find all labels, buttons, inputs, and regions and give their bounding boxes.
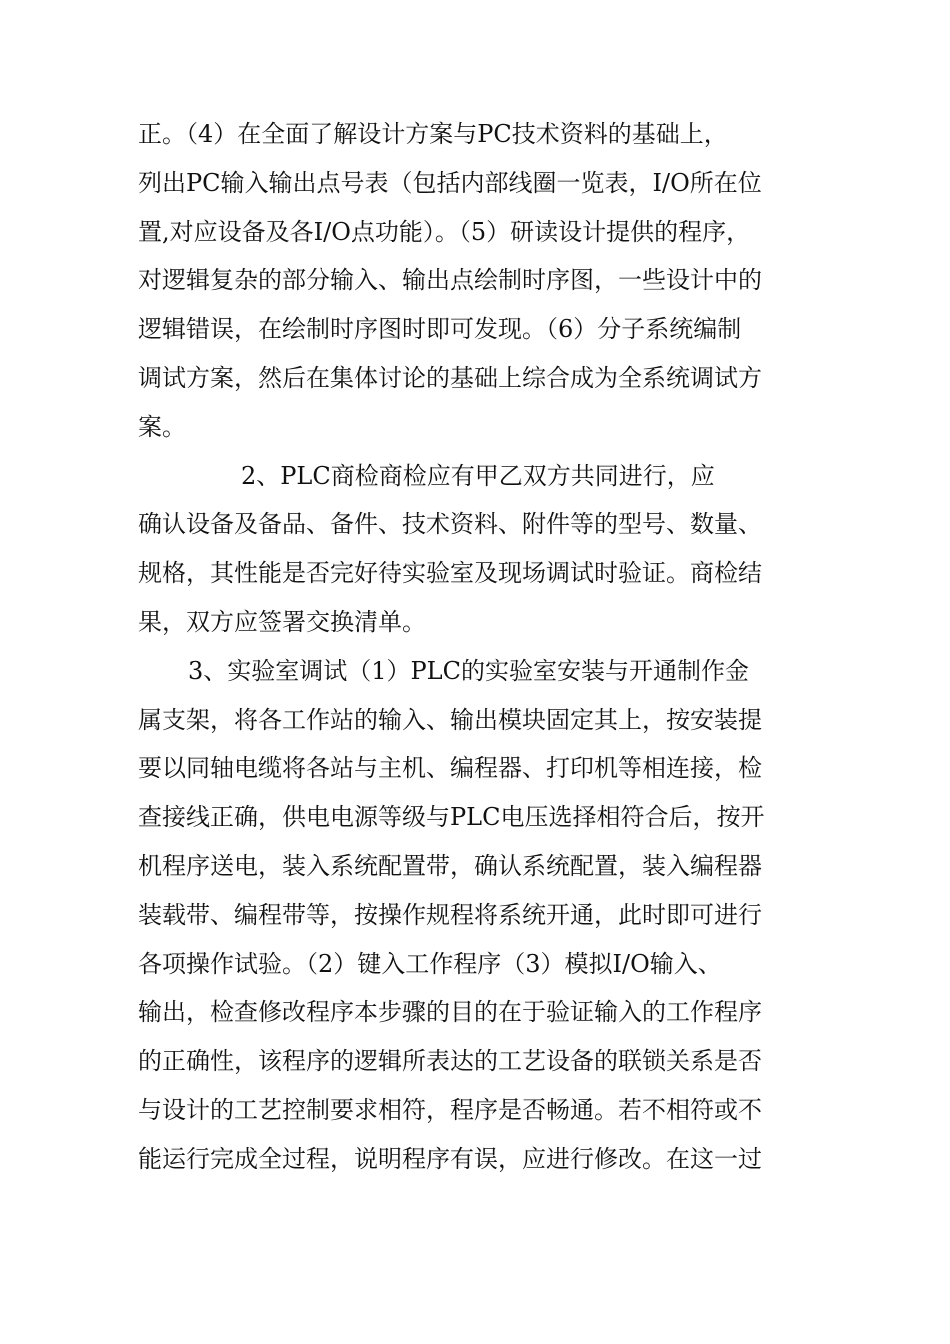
text-line: 调试方案，然后在集体讨论的基础上综合成为全系统调试方	[138, 363, 762, 392]
text-line: 案。	[138, 412, 186, 441]
text-line: 对逻辑复杂的部分输入、输出点绘制时序图，一些设计中的	[138, 266, 762, 295]
text-line: 的正确性，该程序的逻辑所表达的工艺设备的联锁关系是否	[138, 1047, 762, 1076]
document-body	[138, 110, 818, 1184]
text-line: 要以同轴电缆将各站与主机、编程器、打印机等相连接，检	[138, 754, 762, 783]
text-line: 机程序送电，装入系统配置带，确认系统配置，装入编程器	[138, 851, 762, 880]
text-line: 装载带、编程带等，按操作规程将系统开通，此时即可进行	[138, 900, 762, 929]
text-line: 输出，检查修改程序本步骤的目的在于验证输入的工作程序	[138, 998, 762, 1027]
text-line: 正。（4）在全面了解设计方案与PC技术资料的基础上，	[138, 120, 728, 148]
text-line: 确认设备及备品、备件、技术资料、附件等的型号、数量、	[138, 510, 762, 539]
text-line: 各项操作试验。（2）键入工作程序（3）模拟I/O输入、	[138, 949, 722, 978]
text-line: 果，双方应签署交换清单。	[138, 607, 426, 636]
text-line: 规格，其性能是否完好待实验室及现场调试时验证。商检结	[138, 559, 762, 588]
text-line: 逻辑错误，在绘制时序图时即可发现。（6）分子系统编制	[138, 315, 742, 344]
text-line: 属支架，将各工作站的输入、输出模块固定其上，按安装提	[138, 705, 762, 734]
text-line: 与设计的工艺控制要求相符，程序是否畅通。若不相符或不	[138, 1095, 762, 1124]
section-heading-line: 2、PLC商检商检应有甲乙双方共同进行，应	[241, 461, 715, 490]
text-line: 置,对应设备及各I/O点功能）。（5）研读设计提供的程序，	[138, 217, 751, 246]
text-line: 查接线正确，供电电源等级与PLC电压选择相符合后，按开	[138, 803, 765, 832]
text-line: 列出PC输入输出点号表（包括内部线圈一览表，I/O所在位	[138, 168, 762, 197]
text-line: 能运行完成全过程，说明程序有误，应进行修改。在这一过	[138, 1144, 762, 1173]
section-heading-line: 3、实验室调试（1）PLC的实验室安装与开通制作金	[188, 656, 749, 685]
